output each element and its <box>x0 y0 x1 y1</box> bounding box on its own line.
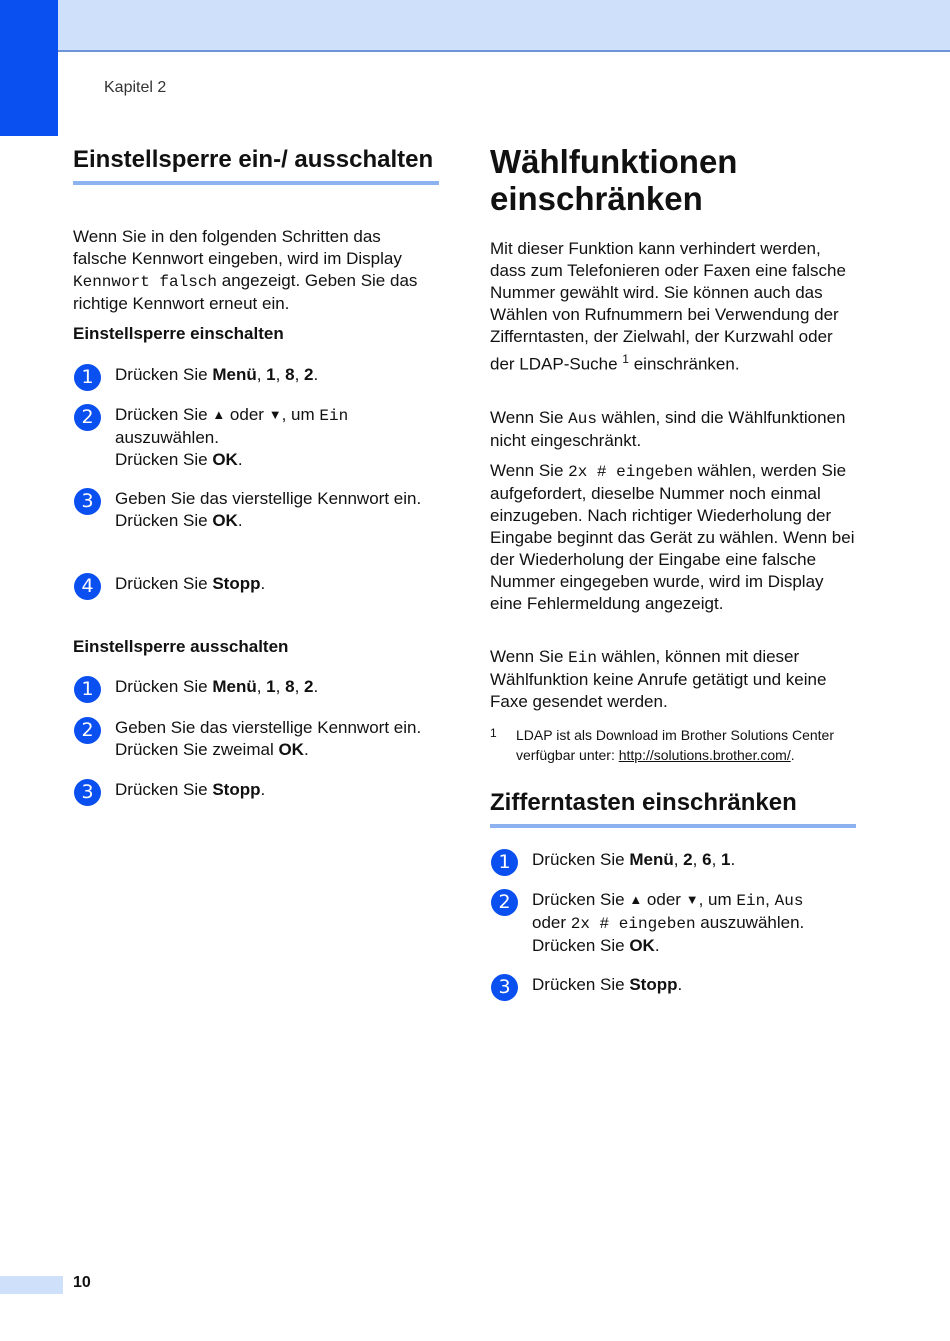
display-code: 2x # eingeben <box>570 915 696 933</box>
paragraph-text: Wenn Sie <box>490 461 569 480</box>
step-end: . <box>730 850 736 869</box>
header-rule <box>58 50 950 52</box>
key-ok: OK <box>212 450 238 469</box>
paragraph-text: einschränken. <box>628 354 740 374</box>
separator: , <box>294 365 305 384</box>
down-arrow-icon: ▼ <box>268 407 282 422</box>
subheading-ausschalten: Einstellsperre ausschalten <box>73 637 289 656</box>
step-number: 2 <box>74 717 101 744</box>
step-off-2 <box>73 717 439 761</box>
step-end: . <box>654 936 660 955</box>
step-text: Drücken Sie <box>115 405 213 424</box>
intro-paragraph <box>73 226 439 315</box>
section-title-zifferntasten: Zifferntasten einschränken <box>490 788 856 828</box>
display-code: Aus <box>568 410 597 428</box>
key-digit: 2 <box>683 850 693 869</box>
paragraph-4 <box>490 646 856 713</box>
key-menu: Menü <box>212 677 257 696</box>
display-code: Aus <box>774 892 804 910</box>
step-end: . <box>260 780 266 799</box>
display-code: Ein <box>319 407 349 425</box>
key-digit: 6 <box>702 850 712 869</box>
step-text: Drücken Sie <box>115 574 213 593</box>
key-ok: OK <box>212 511 238 530</box>
step-on-3 <box>73 488 439 532</box>
footnote-text: LDAP ist als Download im Brother Solutions Center verfügbar unter: <box>516 727 835 763</box>
step-z-2 <box>490 889 856 957</box>
step-end: . <box>677 975 683 994</box>
intro-text-1: Wenn Sie in den folgenden Schritten das falsche Kennwort eingeben, wird im Display <box>73 227 402 268</box>
chapter-label: Kapitel 2 <box>104 79 167 96</box>
section-title-waehlfunktionen: Wählfunktionen einschränken <box>490 143 738 217</box>
step-text: Drücken Sie <box>115 677 213 696</box>
step-text: auszuwählen. <box>115 428 219 447</box>
step-off-3 <box>73 779 439 801</box>
up-arrow-icon: ▲ <box>212 407 226 422</box>
step-text: Drücken Sie <box>115 511 213 530</box>
display-code: 2x # eingeben <box>568 463 693 481</box>
solutions-center-link[interactable]: http://solutions.brother.com/ <box>618 747 791 763</box>
separator: , <box>765 890 775 909</box>
key-stopp: Stopp <box>212 574 261 593</box>
separator: , <box>711 850 722 869</box>
separator: , <box>673 850 684 869</box>
paragraph-text: Mit dieser Funktion kann verhindert werden, dass zum Telefonieren oder Faxen eine falsche Nummer gewählt wird. Sie können auch das Wählen von Rufnummern bei Verwendung der Zifferntasten, der Zielwahl, der Kurzwahl oder der LDAP-Suche <box>490 239 846 374</box>
step-text: Drücken Sie <box>532 975 630 994</box>
step-number: 1 <box>74 364 101 391</box>
step-text: , um <box>281 405 320 424</box>
separator: , <box>256 677 267 696</box>
subheading-einschalten: Einstellsperre einschalten <box>73 324 284 343</box>
step-text: Drücken Sie <box>115 780 213 799</box>
key-ok: OK <box>629 936 655 955</box>
key-digit: 2 <box>304 365 314 384</box>
paragraph-3 <box>490 460 856 615</box>
intro-text-2: angezeigt. Geben Sie das richtige Kennwort erneut ein. <box>73 271 418 313</box>
footnote-mark: 1 <box>490 726 497 740</box>
step-number: 2 <box>491 889 518 916</box>
step-text: , um <box>698 890 737 909</box>
step-number: 1 <box>74 676 101 703</box>
step-text: Drücken Sie <box>115 365 213 384</box>
step-end: . <box>260 574 266 593</box>
step-text: oder <box>642 890 686 909</box>
key-stopp: Stopp <box>629 975 678 994</box>
step-number: 4 <box>74 573 101 600</box>
step-end: . <box>313 365 319 384</box>
paragraph-text: wählen, sind die Wählfunktionen nicht eingeschränkt. <box>490 408 846 450</box>
separator: , <box>294 677 305 696</box>
step-text: Geben Sie das vierstellige Kennwort ein. <box>115 489 422 508</box>
key-digit: 8 <box>285 677 295 696</box>
step-end: . <box>237 450 243 469</box>
step-z-3 <box>490 974 856 996</box>
step-on-2 <box>73 404 439 471</box>
key-digit: 2 <box>304 677 314 696</box>
step-end: . <box>313 677 319 696</box>
step-text: auszuwählen. <box>695 913 805 932</box>
step-number: 1 <box>491 849 518 876</box>
step-text: oder <box>532 913 571 932</box>
step-on-1 <box>73 364 439 386</box>
paragraph-text: wählen, werden Sie aufgefordert, dieselbe Nummer noch einmal einzugeben. Nach richtiger Wiederholung der Eingabe beginnt das Gerät zu wählen. Wenn bei der Wiederholung der Eingabe eine falsche Nummer eingegeben wurde, wird im Display eine Fehlermeldung angezeigt. <box>490 461 855 613</box>
step-text: Drücken Sie <box>532 936 630 955</box>
step-number: 3 <box>491 974 518 1001</box>
display-code: Ein <box>736 892 766 910</box>
step-text: oder <box>225 405 269 424</box>
step-end: . <box>303 740 309 759</box>
step-z-1 <box>490 849 856 871</box>
intro-code: Kennwort falsch <box>73 273 218 291</box>
separator: , <box>275 365 286 384</box>
paragraph-text: Wenn Sie <box>490 408 569 427</box>
step-on-4 <box>73 573 439 595</box>
paragraph-2 <box>490 407 856 452</box>
key-digit: 1 <box>266 365 276 384</box>
display-code: Ein <box>568 649 597 667</box>
step-text: Drücken Sie <box>532 850 630 869</box>
key-stopp: Stopp <box>212 780 261 799</box>
step-off-1 <box>73 676 439 698</box>
page-number: 10 <box>73 1274 91 1291</box>
key-digit: 1 <box>266 677 276 696</box>
step-number: 3 <box>74 488 101 515</box>
paragraph-1 <box>490 238 856 376</box>
step-text: Geben Sie das vierstellige Kennwort ein. Drücken Sie zweimal <box>115 718 422 759</box>
up-arrow-icon: ▲ <box>629 892 643 907</box>
page-number-bar <box>0 1276 63 1294</box>
step-end: . <box>237 511 243 530</box>
chapter-tab <box>0 0 58 136</box>
step-text: Drücken Sie <box>115 450 213 469</box>
separator: , <box>275 677 286 696</box>
key-menu: Menü <box>212 365 257 384</box>
paragraph-text: Wenn Sie <box>490 647 569 666</box>
step-number: 2 <box>74 404 101 431</box>
step-text: Drücken Sie <box>532 890 630 909</box>
paragraph-text: wählen, können mit dieser Wählfunktion keine Anrufe getätigt und keine Faxe gesendet werden. <box>490 647 827 711</box>
section-title-einstellsperre: Einstellsperre ein-/ ausschalten <box>73 145 439 185</box>
down-arrow-icon: ▼ <box>685 892 699 907</box>
footnote-ref: 1 <box>622 352 629 366</box>
footnote-end: . <box>790 747 795 763</box>
separator: , <box>692 850 703 869</box>
header-band <box>0 0 950 52</box>
key-digit: 1 <box>721 850 731 869</box>
separator: , <box>256 365 267 384</box>
footnote <box>490 725 856 765</box>
step-number: 3 <box>74 779 101 806</box>
key-digit: 8 <box>285 365 295 384</box>
key-menu: Menü <box>629 850 674 869</box>
key-ok: OK <box>278 740 304 759</box>
